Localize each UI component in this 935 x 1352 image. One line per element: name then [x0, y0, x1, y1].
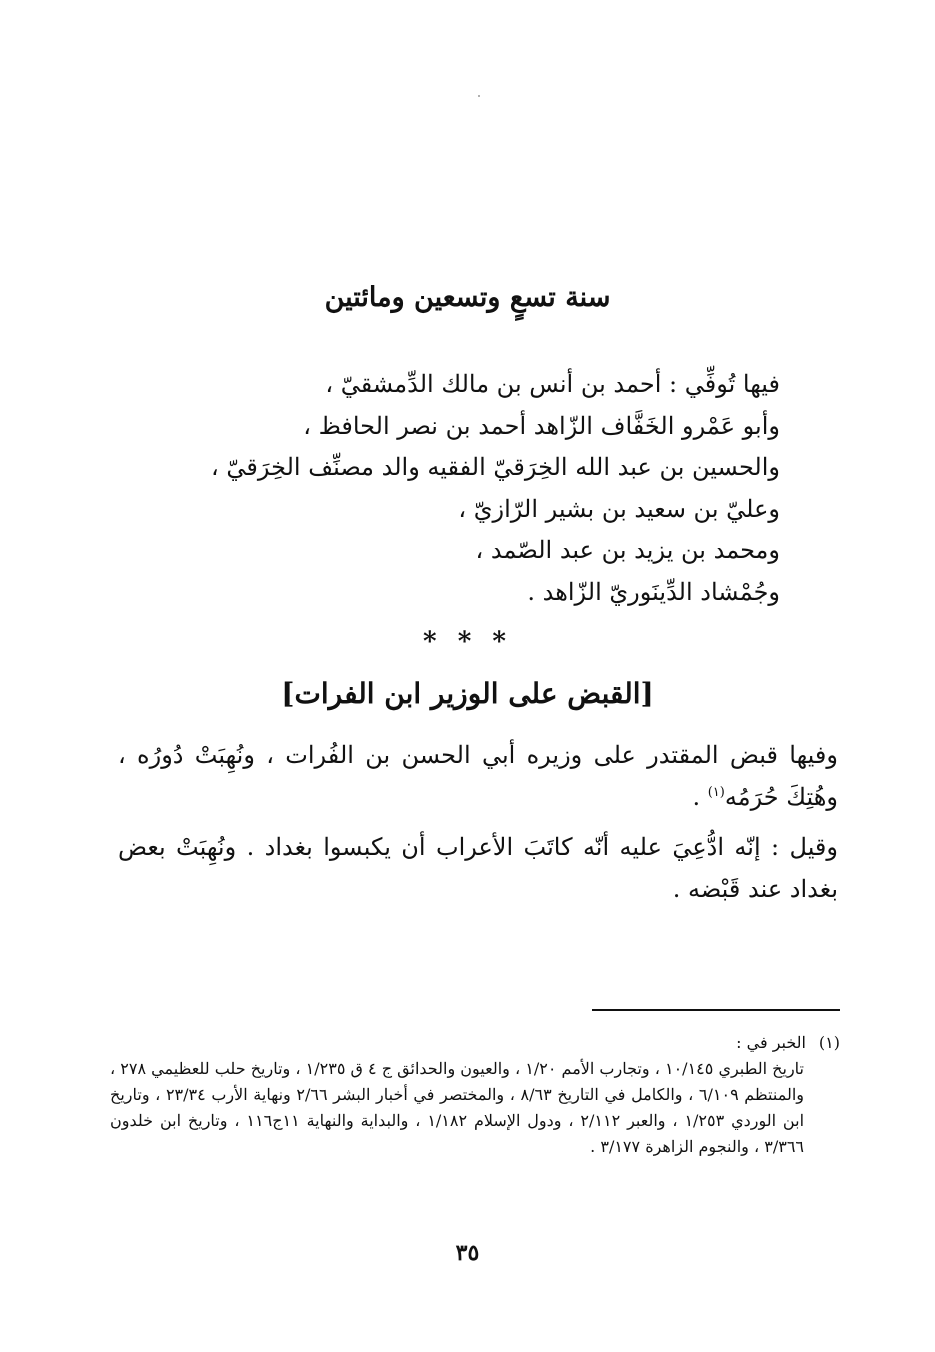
paragraph-arrest	[118, 734, 838, 818]
death-entry: فيها تُوفِّي : أحمد بن أنس بن مالك الدِّمشقيّ ،	[325, 370, 780, 398]
scan-speck	[478, 95, 480, 97]
death-entry: وجُمْشاد الدِّينَوريّ الزّاهد .	[527, 577, 780, 606]
paragraph-accusation: وقيل : إنّه ادُّعِيَ عليه أنّه كاتَبَ الأعراب أن يكبسوا بغداد . ونُهِبَتْ بعض بغداد عند قَبْضه .	[118, 833, 838, 903]
death-list	[120, 364, 780, 613]
footnote-reference: (١)	[707, 785, 725, 800]
chapter-heading: سنة تسعٍ وتسعين ومائتين	[324, 282, 611, 313]
death-entry: ومحمد بن يزيد بن عبد الصّمد ،	[475, 536, 780, 564]
death-entry: وعليّ بن سعيد بن بشير الرّازيّ ،	[458, 494, 780, 523]
death-entry: وأبو عَمْرو الخَفَّاف الزّاهد أحمد بن نصر الحافظ ،	[303, 411, 780, 440]
death-entry: والحسين بن عبد الله الخِرَقيّ الفقيه والد مصنِّف الخِرَقيّ ،	[211, 453, 780, 481]
footnote	[110, 1030, 840, 1160]
footnote-divider	[592, 1009, 840, 1011]
footnote-head	[110, 1030, 840, 1056]
section-title: [القبض على الوزير ابن الفرات]	[281, 677, 654, 710]
paragraph-end: .	[692, 783, 708, 811]
section-separator: * * *	[423, 627, 512, 657]
footnote-number: (١)	[818, 1033, 840, 1052]
paragraph-text: وفيها قبض المقتدر على وزيره أبي الحسن بن الفُرات ، ونُهِبَتْ دُورُه ، وهُتِكَ حُرَمُه	[118, 741, 838, 811]
footnote-lead: الخبر في :	[736, 1033, 806, 1052]
footnote-sources: تاريخ الطبري ١٠/١٤٥ ، وتجارب الأمم ١/٢٠ ، والعيون والحدائق ج ٤ ق ١/٢٣٥ ، وتاريخ حلب للعظيمي ٢٧٨ ، والمنتظم ٦/١٠٩ ، والكامل في التاريخ ٨/٦٣ ، والمختصر في أخبار البشر ٢/٦٦ ونهاية الأرب ٢٣/٣٤ ، وتاريخ ابن الوردي ١/٢٥٣ ، والعبر ٢/١١٢ ، ودول الإسلام ١/١٨٢ ، والبداية والنهاية ١١ج١١٦ ، وتاريخ ابن خلدون ٣/٣٦٦ ، والنجوم الزاهرة ٣/١٧٧ .	[110, 1059, 805, 1156]
page-number: ٣٥	[455, 1240, 480, 1266]
